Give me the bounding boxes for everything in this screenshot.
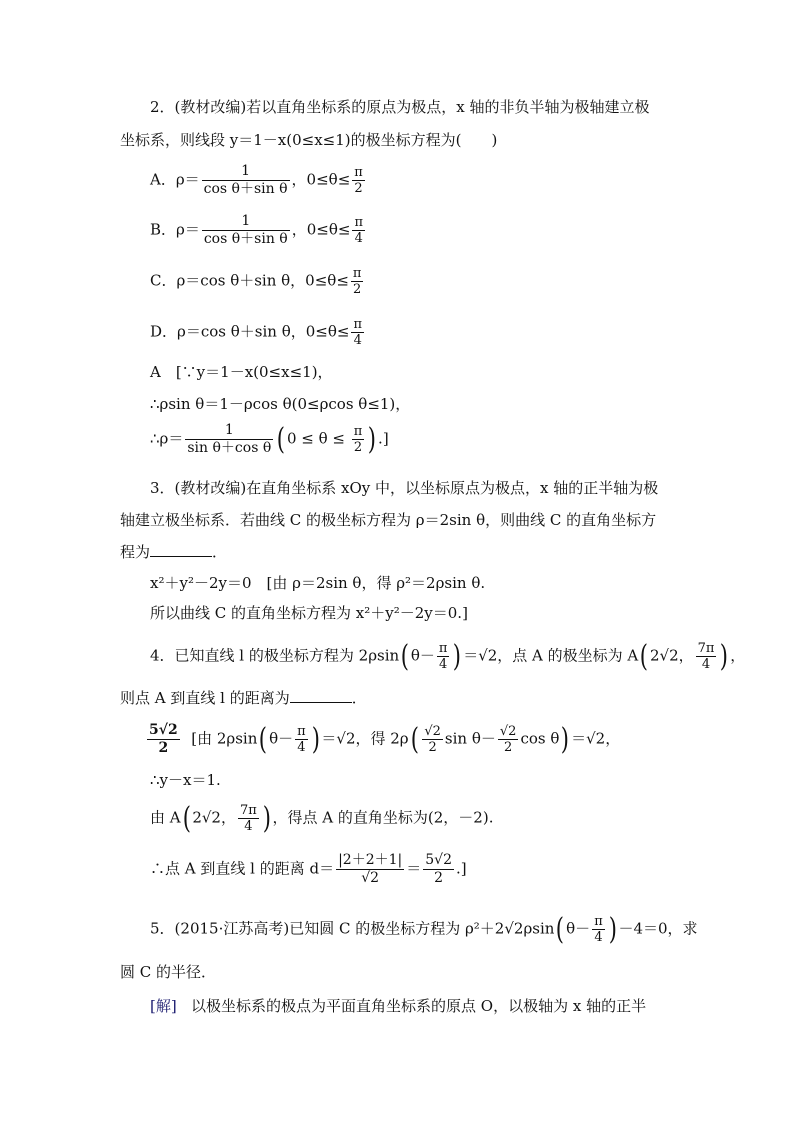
fraction: $\frac{\pi}{4}$ xyxy=(594,914,603,945)
fraction: $\frac{\pi}{4}$ xyxy=(297,724,306,755)
q4-stem-line1: 4．已知直线 l 的极坐标方程为 2ρsin( θ－ $\frac{\pi}{4}$ ) ＝√2，点 A 的极坐标为 A( 2√2， $\frac{7\pi}{4}$ ) ， xyxy=(150,638,746,674)
q2-stem-line1: 2．(教材改编)若以直角坐标系的原点为极点，x 轴的非负半轴为极轴建立极 xyxy=(150,98,650,116)
answer-blank xyxy=(150,542,212,557)
fraction: $\frac{1}{\text{cos θ＋sin θ}}$ xyxy=(203,163,288,197)
q2-stem-line2: 坐标系，则线段 y＝1－x(0≤x≤1)的极坐标方程为( ) xyxy=(120,131,498,149)
fraction: $\frac{\pi}{2}$ xyxy=(354,165,363,196)
fraction: $\frac{1}{\text{sin θ＋cos θ}}$ xyxy=(187,422,272,456)
q4-answer-line1: $\frac{5√2}{2}$ [由 2ρsin( θ－ $\frac{\pi}{4}$ ) ＝√2，得 2ρ( $\frac{√2}{2}$ sin θ－ $\frac{√2}{2}$ cos θ) ＝√2， xyxy=(149,721,621,757)
fraction: $\frac{√2}{2}$ xyxy=(424,724,441,755)
answer-value: $\frac{5√2}{2}$ xyxy=(149,722,178,756)
q4-stem-line2: 则点 A 到直线 l 的距离为 ． xyxy=(120,689,367,707)
q4-answer-line4: ∴点 A 到直线 l 的距离 d＝ $\frac{|2+2+1|}{√2}$ ＝ $\frac{5√2}{2}$ .] xyxy=(150,852,467,886)
fraction: $\frac{\pi}{4}$ xyxy=(353,317,362,348)
q2-answer-line1: A [∵y＝1－x(0≤x≤1)， xyxy=(150,363,333,381)
fraction: $\frac{5√2}{2}$ xyxy=(425,852,452,886)
q4-answer-line2: ∴y－x＝1. xyxy=(150,771,221,789)
q2-answer-line3: ∴ρ＝ $\frac{1}{\text{sin θ＋cos θ}}$ ( 0 ≤ θ ≤ $\frac{\pi}{2}$ ) .] xyxy=(150,421,389,457)
q5-stem-line2: 圆 C 的半径． xyxy=(120,963,217,981)
fraction: $\frac{|2+2+1|}{√2}$ xyxy=(338,852,403,886)
fraction: $\frac{7\pi}{4}$ xyxy=(239,803,257,834)
q2-answer-line2: ∴ρsin θ＝1－ρcos θ(0≤ρcos θ≤1)， xyxy=(150,395,411,413)
q2-option-a: A．ρ＝ $\frac{1}{\text{cos θ＋sin θ}}$ ，0≤θ≤ $\frac{\pi}{2}$ xyxy=(150,163,363,197)
q2-option-b: B．ρ＝ $\frac{1}{\text{cos θ＋sin θ}}$ ，0≤θ≤ $\frac{\pi}{4}$ xyxy=(150,213,363,247)
fraction: $\frac{1}{\text{cos θ＋sin θ}}$ xyxy=(203,213,288,247)
fraction: $\frac{\pi}{4}$ xyxy=(438,641,448,672)
q2-option-c: C．ρ＝cos θ＋sin θ，0≤θ≤ $\frac{\pi}{2}$ xyxy=(150,266,362,297)
fraction: $\frac{\pi}{4}$ xyxy=(354,215,363,246)
fraction: $\frac{√2}{2}$ xyxy=(499,724,517,755)
q4-answer-line3: 由 A( 2√2， $\frac{7\pi}{4}$ ) ，得点 A 的直角坐标为(2，－2). xyxy=(150,800,494,836)
answer-blank xyxy=(290,688,352,703)
fraction: $\frac{\pi}{2}$ xyxy=(353,424,363,455)
q5-solution-line1: [解] 以极坐标系的极点为平面直角坐标系的原点 O，以极轴为 x 轴的正半 xyxy=(150,997,647,1015)
fraction: $\frac{7\pi}{4}$ xyxy=(697,641,715,672)
q3-stem-line2: 轴建立极坐标系．若曲线 C 的极坐标方程为 ρ＝2sin θ，则曲线 C 的直角坐标方 xyxy=(120,511,657,529)
q3-answer-line2: 所以曲线 C 的直角坐标方程为 x²＋y²－2y＝0.] xyxy=(150,604,468,622)
q3-stem-line1: 3．(教材改编)在直角坐标系 xOy 中，以坐标原点为极点，x 轴的正半轴为极 xyxy=(150,479,659,497)
solution-label: [解] xyxy=(150,997,177,1015)
q5-stem-line1: 5．(2015·江苏高考)已知圆 C 的极坐标方程为 ρ²＋2√2ρsin( θ－ $\frac{\pi}{4}$ ) －4＝0，求 xyxy=(150,911,698,947)
fraction: $\frac{\pi}{2}$ xyxy=(352,266,362,297)
q2-option-d: D．ρ＝cos θ＋sin θ，0≤θ≤ $\frac{\pi}{4}$ xyxy=(150,317,362,348)
q3-stem-line3: 程为 ． xyxy=(120,543,228,561)
q3-answer-line1: x²＋y²－2y＝0 [由 ρ＝2sin θ，得 ρ²＝2ρsin θ. xyxy=(150,574,486,592)
